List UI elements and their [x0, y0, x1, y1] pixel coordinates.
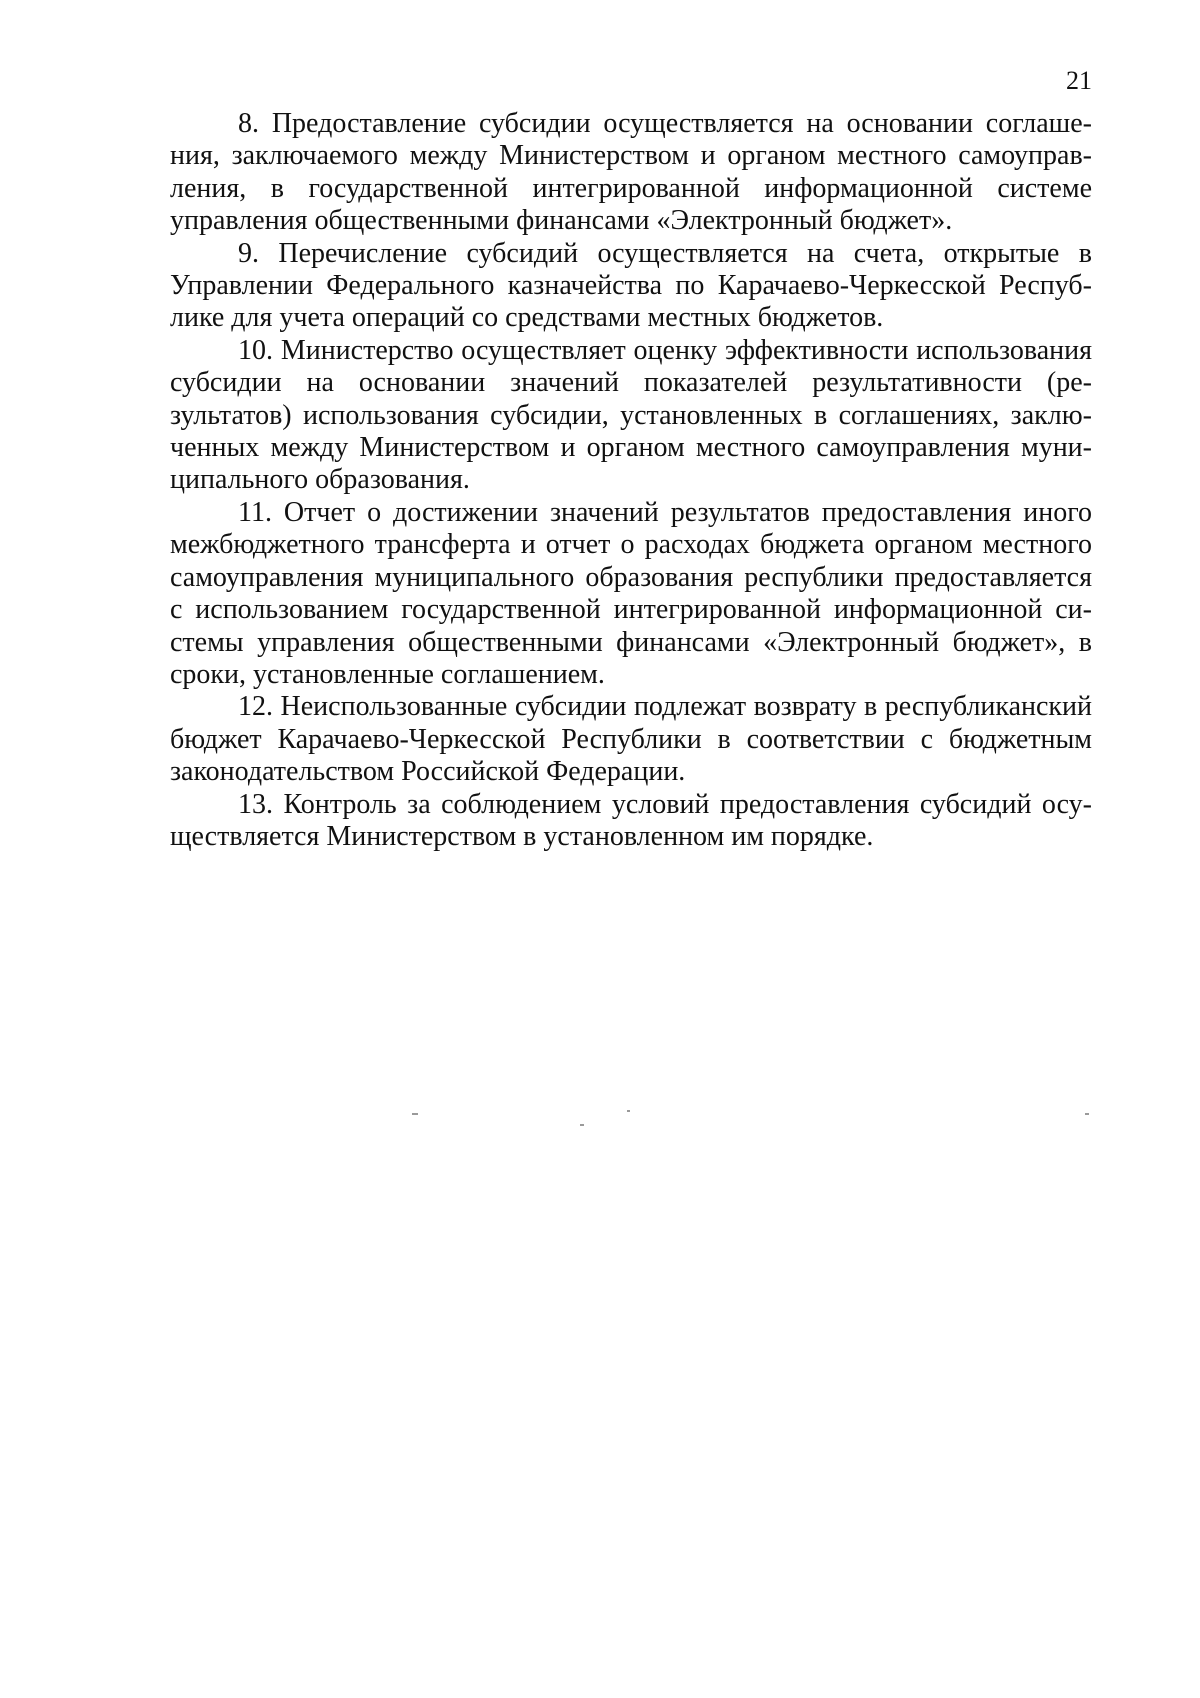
paragraph-13: 13. Контроль за соблюдением условий предоставления субсидий осуществляется Министерством в установленном им порядке.	[170, 788, 1092, 852]
scan-speck	[412, 1113, 418, 1115]
scan-speck	[580, 1124, 584, 1126]
scan-speck	[627, 1110, 630, 1112]
paragraph-9: 9. Перечисление субсидий осуществляется на счета, открытые в Управлении Федерального казначейства по Карачаево-Черкесской Республике для учета операций со средствами местных бюджетов.	[170, 237, 1092, 334]
page-number: 21	[1066, 66, 1092, 95]
paragraph-12: 12. Неиспользованные субсидии подлежат возврату в республиканский бюджет Карачаево-Черкесской Республики в соответствии с бюджетным законодательством Российской Федерации.	[170, 691, 1092, 788]
document-body	[170, 108, 1092, 853]
paragraph-11: 11. Отчет о достижении значений результатов предоставления иного межбюджетного трансферта и отчет о расходах бюджета органом местного самоуправления муниципального образования республики предоставляется с использованием государственной интегрированной информационной системы управления общественными финансами «Электронный бюджет», в сроки, установленные соглашением.	[170, 496, 1092, 690]
paragraph-10: 10. Министерство осуществляет оценку эффективности использования субсидии на основании значений показателей результативности (результатов) использования субсидии, установленных в соглашениях, заключенных между Министерством и органом местного самоуправления муниципального образования.	[170, 334, 1092, 496]
scan-speck	[1085, 1113, 1089, 1115]
paragraph-8: 8. Предоставление субсидии осуществляется на основании соглашения, заключаемого между Министерством и органом местного самоуправления, в государственной интегрированной информационной системе управления общественными финансами «Электронный бюджет».	[170, 108, 1092, 237]
